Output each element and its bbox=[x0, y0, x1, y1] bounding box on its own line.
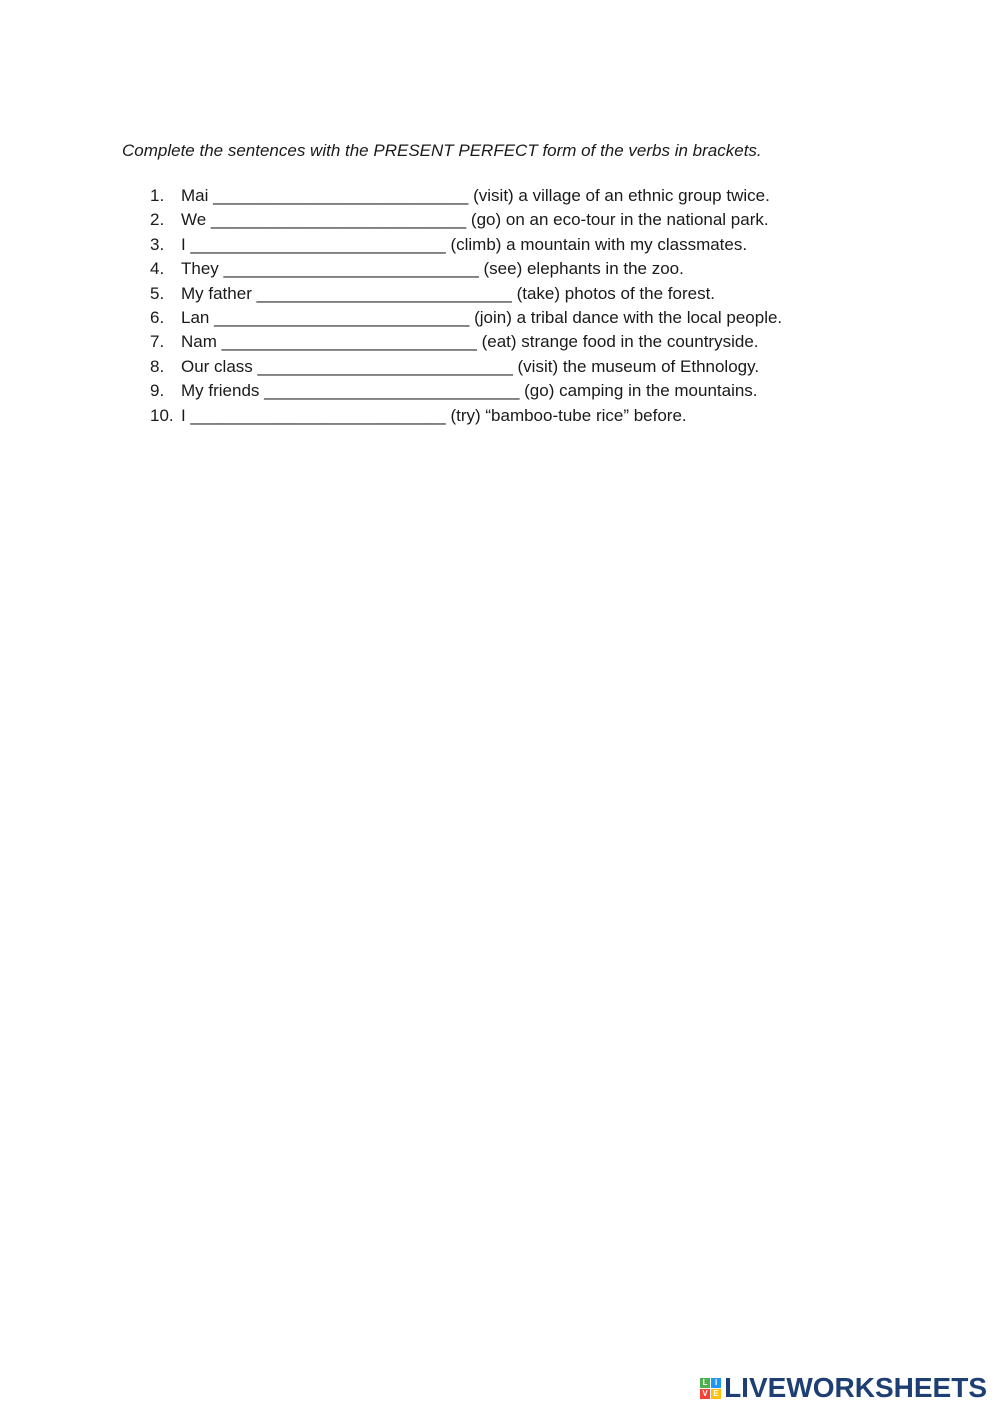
exercise-item-5 bbox=[150, 282, 782, 306]
item-number: 6. bbox=[150, 307, 165, 327]
exercise-item-3 bbox=[150, 233, 782, 257]
item-text: We ___________________________ (go) on an eco-tour in the national park. bbox=[181, 210, 769, 230]
instructions: Complete the sentences with the PRESENT PERFECT form of the verbs in brackets. bbox=[122, 141, 762, 160]
exercise-item-9 bbox=[150, 379, 782, 403]
item-number: 2. bbox=[150, 210, 165, 230]
item-text: Mai ___________________________ (visit) a village of an ethnic group twice. bbox=[181, 186, 770, 205]
exercise-item-7 bbox=[150, 330, 782, 354]
item-text: I ___________________________ (climb) a mountain with my classmates. bbox=[181, 234, 748, 254]
exercise-item-8 bbox=[150, 355, 782, 379]
item-text: Lan ___________________________ (join) a tribal dance with the local people. bbox=[181, 307, 783, 327]
logo-letter-e: E bbox=[711, 1389, 721, 1399]
item-number: 3. bbox=[150, 234, 165, 254]
item-text: Our class ___________________________ (visit) the museum of Ethnology. bbox=[181, 356, 760, 376]
logo-icon bbox=[700, 1378, 721, 1399]
logo-letter-i: I bbox=[711, 1378, 721, 1388]
logo-letter-v: V bbox=[700, 1389, 710, 1399]
item-number: 10. bbox=[150, 405, 174, 425]
exercise-item-6 bbox=[150, 306, 782, 330]
logo-letter-l: L bbox=[700, 1378, 710, 1388]
item-number: 1. bbox=[150, 186, 165, 205]
item-number: 4. bbox=[150, 259, 165, 279]
item-number: 9. bbox=[150, 381, 165, 401]
item-text: My father ___________________________ (take) photos of the forest. bbox=[181, 283, 716, 303]
exercise-item-10 bbox=[150, 404, 782, 428]
item-text: They ___________________________ (see) elephants in the zoo. bbox=[181, 259, 684, 279]
liveworksheets-logo[interactable] bbox=[700, 1373, 987, 1403]
item-text: My friends ___________________________ (go) camping in the mountains. bbox=[181, 381, 758, 401]
item-text: I ___________________________ (try) “bamboo-tube rice” before. bbox=[181, 405, 687, 425]
exercise-item-4 bbox=[150, 257, 782, 281]
item-number: 5. bbox=[150, 283, 165, 303]
exercise-item-2 bbox=[150, 208, 782, 232]
exercise-list bbox=[150, 184, 782, 428]
item-number: 7. bbox=[150, 332, 165, 352]
logo-text: LIVEWORKSHEETS bbox=[724, 1372, 987, 1403]
item-text: Nam ___________________________ (eat) strange food in the countryside. bbox=[181, 332, 759, 352]
exercise-item-1 bbox=[150, 184, 782, 208]
item-number: 8. bbox=[150, 356, 165, 376]
